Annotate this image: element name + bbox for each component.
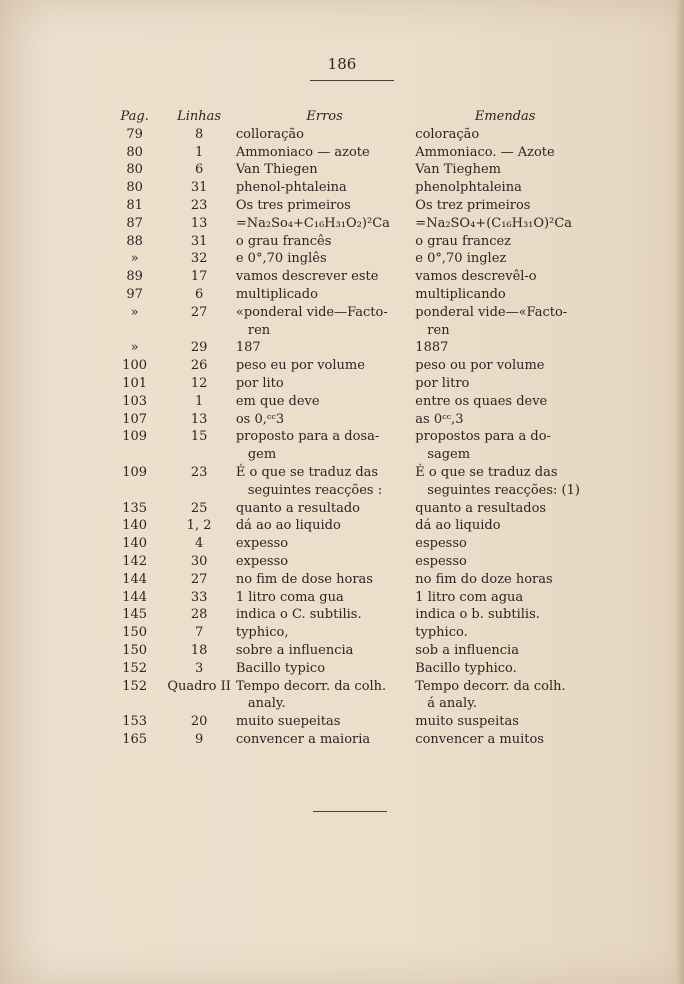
cell-pag: 109 (122, 464, 148, 480)
cell-pag: 140 (122, 518, 148, 534)
emendas-line: =Na₂SO₄+(C₁₆H₃₁O)²Ca (415, 215, 573, 231)
errata-row (105, 197, 595, 215)
cell-pag: 79 (126, 126, 143, 142)
cell-pag: 150 (122, 642, 148, 658)
cell-emendas (415, 553, 595, 571)
cell-pag: 152 (122, 660, 148, 676)
cell-linhas: 25 (190, 500, 208, 516)
errata-row (105, 428, 595, 464)
cell-pag: 88 (126, 233, 143, 249)
cell-emendas (415, 233, 595, 251)
erros-line: Bacillo typico (235, 660, 326, 676)
erros-line: multiplicado (235, 286, 318, 302)
cell-erros (234, 250, 415, 268)
emendas-line: no fim do doze horas (415, 571, 553, 587)
errata-row (105, 304, 595, 340)
top-rule (310, 80, 394, 81)
cell-erros (234, 606, 415, 624)
cell-erros (234, 233, 415, 251)
erros-line: colloração (235, 126, 304, 142)
cell-emendas (415, 535, 595, 553)
cell-linhas: 27 (190, 571, 208, 587)
cell-linhas: 23 (190, 464, 208, 480)
cell-emendas (415, 642, 595, 660)
cell-emendas (415, 215, 595, 233)
errata-row (105, 339, 595, 357)
cell-emendas (415, 713, 595, 731)
emendas-line: Bacillo typhico. (415, 660, 517, 676)
cell-linhas: 12 (190, 375, 208, 391)
erros-line: seguintes reacções : (247, 482, 383, 498)
cell-erros (234, 357, 415, 375)
cell-emendas (415, 375, 595, 393)
cell-linhas: 31 (190, 233, 208, 249)
cell-pag: 101 (122, 375, 148, 391)
cell-linhas: 33 (190, 589, 208, 605)
cell-erros (234, 535, 415, 553)
cell-pag: 153 (122, 714, 148, 730)
errata-row (105, 642, 595, 660)
errata-row (105, 411, 595, 429)
cell-pag: 103 (122, 393, 148, 409)
erros-line: no fim de dose horas (235, 571, 373, 587)
cell-linhas: 9 (194, 731, 204, 747)
cell-linhas: 13 (190, 411, 208, 427)
emendas-line: o grau francez (415, 233, 512, 249)
cell-emendas (415, 161, 595, 179)
cell-linhas: 6 (194, 162, 204, 178)
erros-line: Os tres primeiros (235, 197, 351, 213)
errata-row (105, 179, 595, 197)
emendas-line: typhico. (415, 625, 468, 641)
emendas-line: seguintes reacções: (1) (427, 482, 580, 498)
erros-line: phenol-phtaleina (235, 180, 347, 196)
emendas-line: Os trez primeiros (415, 197, 531, 213)
emendas-line: Tempo decorr. da colh. (415, 678, 566, 694)
cell-emendas (415, 571, 595, 589)
cell-erros (234, 126, 415, 144)
cell-erros (234, 713, 415, 731)
errata-row (105, 215, 595, 233)
emendas-line: e 0°,70 inglez (415, 251, 507, 267)
erros-line: Van Thiegen (235, 162, 318, 178)
cell-pag: 100 (122, 358, 148, 374)
erros-line: sobre a influencia (235, 642, 354, 658)
emendas-line: Ammoniaco. — Azote (415, 144, 555, 160)
cell-pag: 144 (122, 589, 148, 605)
erros-line: =Na₂So₄+C₁₆H₃₁O₂)²Ca (235, 215, 390, 231)
cell-erros (234, 161, 415, 179)
cell-linhas: 17 (190, 269, 208, 285)
errata-header-row (105, 108, 595, 126)
emendas-line: muito suspeitas (415, 714, 519, 730)
bottom-rule (313, 811, 387, 812)
cell-pag: 81 (126, 197, 143, 213)
cell-erros (234, 624, 415, 642)
erros-line: muito suepeitas (235, 714, 341, 730)
emendas-line: 1 litro com agua (415, 589, 524, 605)
cell-linhas: 18 (190, 642, 208, 658)
emendas-line: dá ao liquido (415, 518, 501, 534)
emendas-line: quanto a resultados (415, 500, 547, 516)
emendas-line: sob a influencia (415, 642, 519, 658)
emendas-line: entre os quaes deve (415, 393, 548, 409)
cell-linhas: 26 (190, 358, 208, 374)
errata-row (105, 286, 595, 304)
errata-row (105, 660, 595, 678)
cell-erros (234, 411, 415, 429)
cell-emendas (415, 411, 595, 429)
erros-line: o grau francês (235, 233, 332, 249)
errata-table (105, 108, 595, 749)
cell-erros (234, 553, 415, 571)
cell-pag: 80 (126, 144, 143, 160)
cell-pag: » (130, 304, 139, 320)
cell-emendas (415, 250, 595, 268)
cell-emendas (415, 197, 595, 215)
erros-line: quanto a resultado (235, 500, 360, 516)
cell-linhas: 29 (190, 340, 208, 356)
errata-row (105, 161, 595, 179)
cell-erros (234, 197, 415, 215)
errata-row (105, 678, 595, 714)
cell-linhas: 6 (194, 286, 204, 302)
erros-line: gem (247, 447, 277, 463)
erros-line: ren (247, 322, 271, 338)
cell-emendas (415, 589, 595, 607)
erros-line: dá ao ao liquido (235, 518, 341, 534)
cell-emendas (415, 268, 595, 286)
errata-row (105, 375, 595, 393)
cell-linhas: Quadro II (167, 678, 231, 694)
erros-line: por lito (235, 375, 284, 391)
cell-linhas: 32 (190, 251, 208, 267)
cell-erros (234, 464, 415, 500)
emendas-line: vamos descrevêl-o (415, 269, 537, 285)
cell-pag: 80 (126, 180, 143, 196)
cell-erros (234, 571, 415, 589)
erros-line: peso eu por volume (235, 358, 365, 374)
cell-linhas: 20 (190, 714, 208, 730)
cell-pag: 142 (122, 553, 148, 569)
cell-erros (234, 500, 415, 518)
emendas-line: phenolphtaleina (415, 180, 522, 196)
errata-row (105, 500, 595, 518)
emendas-line: convencer a muitos (415, 731, 544, 747)
erros-line: convencer a maioria (235, 731, 371, 747)
cell-erros (234, 393, 415, 411)
emendas-line: É o que se traduz das (415, 464, 558, 480)
errata-row (105, 571, 595, 589)
emendas-line: ponderal vide—«Facto- (415, 304, 568, 320)
erros-line: os 0,ᶜᶜ3 (235, 411, 285, 427)
errata-row (105, 268, 595, 286)
cell-erros (234, 660, 415, 678)
cell-pag: 89 (126, 269, 143, 285)
cell-emendas (415, 624, 595, 642)
erros-line: Ammoniaco — azote (235, 144, 370, 160)
errata-row (105, 393, 595, 411)
cell-linhas: 15 (190, 429, 208, 445)
cell-linhas: 3 (194, 660, 204, 676)
cell-linhas: 31 (190, 180, 208, 196)
emendas-line: coloração (415, 126, 480, 142)
cell-linhas: 7 (194, 625, 204, 641)
cell-erros (234, 339, 415, 357)
erros-line: 1 litro coma gua (235, 589, 344, 605)
emendas-line: espesso (415, 536, 467, 552)
emendas-line: sagem (427, 447, 471, 463)
cell-emendas (415, 428, 595, 464)
cell-emendas (415, 126, 595, 144)
errata-row (105, 517, 595, 535)
cell-pag: 152 (122, 678, 148, 694)
cell-erros (234, 268, 415, 286)
cell-pag: » (130, 251, 139, 267)
erros-line: «ponderal vide—Facto- (235, 304, 388, 320)
errata-row (105, 535, 595, 553)
cell-emendas (415, 286, 595, 304)
emendas-line: propostos para a do- (415, 429, 551, 445)
erros-line: indica o C. subtilis. (235, 607, 362, 623)
erros-line: 187 (235, 340, 261, 356)
erros-line: em que deve (235, 393, 320, 409)
cell-erros (234, 286, 415, 304)
erros-line: analy. (247, 696, 286, 712)
header-emendas: Emendas (474, 109, 536, 124)
cell-emendas (415, 357, 595, 375)
header-linhas: Linhas (177, 109, 222, 124)
errata-row (105, 606, 595, 624)
cell-emendas (415, 731, 595, 749)
erros-line: vamos descrever este (235, 269, 379, 285)
errata-row (105, 144, 595, 162)
cell-linhas: 8 (194, 126, 204, 142)
cell-emendas (415, 144, 595, 162)
page-number: 186 (327, 55, 357, 73)
cell-erros (234, 215, 415, 233)
header-pag: Pag. (120, 109, 149, 124)
cell-pag: 80 (126, 162, 143, 178)
cell-emendas (415, 517, 595, 535)
cell-linhas: 1 (194, 393, 204, 409)
cell-pag: 109 (122, 429, 148, 445)
erros-line: typhico, (235, 625, 289, 641)
cell-emendas (415, 500, 595, 518)
cell-erros (234, 144, 415, 162)
emendas-line: 1887 (415, 340, 449, 356)
erros-line: É o que se traduz das (235, 464, 379, 480)
cell-erros (234, 642, 415, 660)
cell-pag: 144 (122, 571, 148, 587)
errata-row (105, 464, 595, 500)
cell-linhas: 23 (190, 197, 208, 213)
cell-linhas: 4 (194, 536, 204, 552)
page-edge (676, 0, 684, 984)
cell-erros (234, 517, 415, 535)
cell-erros (234, 589, 415, 607)
cell-pag: 97 (126, 286, 143, 302)
cell-pag: 140 (122, 536, 148, 552)
cell-emendas (415, 678, 595, 714)
cell-pag: 165 (122, 731, 148, 747)
cell-emendas (415, 179, 595, 197)
errata-row (105, 553, 595, 571)
cell-erros (234, 304, 415, 340)
cell-linhas: 1 (194, 144, 204, 160)
erros-line: expesso (235, 536, 289, 552)
cell-erros (234, 375, 415, 393)
cell-emendas (415, 393, 595, 411)
header-erros: Erros (306, 109, 343, 124)
cell-erros (234, 731, 415, 749)
cell-linhas: 13 (190, 215, 208, 231)
erros-line: Tempo decorr. da colh. (235, 678, 387, 694)
errata-row (105, 357, 595, 375)
cell-emendas (415, 464, 595, 500)
cell-linhas: 28 (190, 607, 208, 623)
emendas-line: Van Tieghem (415, 162, 501, 178)
emendas-line: multiplicando (415, 286, 506, 302)
errata-row (105, 233, 595, 251)
emendas-line: indica o b. subtilis. (415, 607, 540, 623)
emendas-line: as 0ᶜᶜ,3 (415, 411, 464, 427)
cell-pag: 150 (122, 625, 148, 641)
cell-erros (234, 428, 415, 464)
errata-row (105, 731, 595, 749)
cell-pag: » (130, 340, 139, 356)
cell-emendas (415, 339, 595, 357)
erros-line: expesso (235, 553, 289, 569)
errata-row (105, 624, 595, 642)
emendas-line: ren (427, 322, 450, 338)
cell-linhas: 27 (190, 304, 208, 320)
cell-emendas (415, 304, 595, 340)
emendas-line: por litro (415, 375, 470, 391)
cell-emendas (415, 660, 595, 678)
errata-row (105, 589, 595, 607)
erros-line: e 0°,70 inglês (235, 251, 327, 267)
emendas-line: á analy. (427, 696, 477, 712)
cell-linhas: 30 (190, 553, 208, 569)
cell-pag: 107 (122, 411, 148, 427)
errata-row (105, 126, 595, 144)
errata-row (105, 250, 595, 268)
cell-erros (234, 179, 415, 197)
cell-linhas: 1, 2 (186, 518, 212, 534)
cell-emendas (415, 606, 595, 624)
cell-erros (234, 678, 415, 714)
cell-pag: 87 (126, 215, 143, 231)
errata-body (105, 126, 595, 749)
cell-pag: 135 (122, 500, 148, 516)
erros-line: proposto para a dosa- (235, 429, 380, 445)
errata-row (105, 713, 595, 731)
emendas-line: peso ou por volume (415, 358, 545, 374)
emendas-line: espesso (415, 553, 467, 569)
cell-pag: 145 (122, 607, 148, 623)
